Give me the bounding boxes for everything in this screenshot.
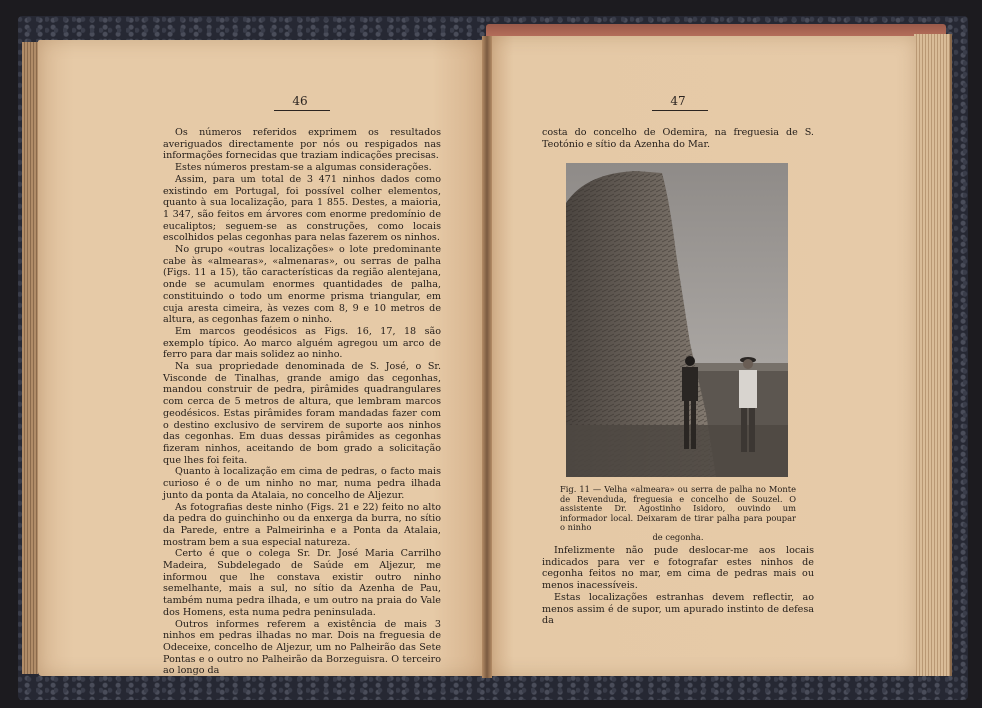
paragraph: Estes números prestam-se a algumas considerações. xyxy=(175,162,432,174)
figure-caption xyxy=(560,485,796,543)
paragraph: Estas localizações estranhas devem reflectir, ao menos assim é de supor, um apurado instinto de defesa da xyxy=(542,591,814,627)
right-page-opening xyxy=(542,127,814,150)
caption-end: de cegonha. xyxy=(652,531,704,542)
paragraph: Assim, para um total de 3 471 ninhos dados como existindo em Portugal, foi possível colher elementos, quanto à sua localização, para 1 855. Destes, a maioria, 1 347, são feitos em árvores com enorme predomínio de eucaliptos; seguem-se as construções, como locais escolhidos pelas cegonhas para nelas fazerem os ninhos. xyxy=(163,173,441,244)
left-page-edges xyxy=(22,42,38,674)
caption-text: Fig. 11 — Velha «almeara» ou serra de palha no Monte de Revenduda, freguesia e concelho de Souzel. O assistente Dr. Agostinho Isidoro, ouvindo um informador local. Deixaram de tirar palha para poupar o ninho xyxy=(560,484,796,533)
figure-photo xyxy=(566,163,788,477)
right-header-rule xyxy=(652,110,708,111)
book-gutter xyxy=(482,36,492,678)
right-page-text xyxy=(542,545,814,627)
paragraph: Certo é que o colega Sr. Dr. José Maria Carrilho Madeira, Subdelegado de Saúde em Aljezur, me informou que lhe constava existir outro ninho semelhante, mais a sul, no sítio da Azenha de Pau, também numa pedra ilhada, e um outro na praia do Vale dos Homens, esta numa pedra peninsulada. xyxy=(163,548,441,618)
right-page-number: 47 xyxy=(670,94,686,108)
paragraph: As fotografias deste ninho (Figs. 21 e 22) feito no alto da pedra do guinchinho ou da enxerga da burra, no sítio da Parede, entre a Palmeirinha e a Ponta da Atalaia, mostram bem a sua especial natureza. xyxy=(163,501,441,548)
left-header-rule xyxy=(274,110,330,111)
paragraph: Em marcos geodésicos as Figs. 16, 17, 18 são exemplo típico. Ao marco alguém agregou um arco de ferro para dar mais solidez ao ninho. xyxy=(163,325,441,361)
paragraph: Infelizmente não pude deslocar-me aos locais indicados para ver e fotografar estes ninhos de cegonha feitos no mar, em cima de pedras mais ou menos inacessíveis. xyxy=(542,545,814,592)
paragraph: Outros informes referem a existência de mais 3 ninhos em pedras ilhadas no mar. Dois na freguesia de Odeceixe, concelho de Aljezur, um no Palheirão das Sete Pontas e o outro no Palheirão da Borzeguisra. O terceiro ao longo da xyxy=(163,618,441,677)
paragraph: Na sua propriedade denominada de S. José, o Sr. Visconde de Tinalhas, grande amigo das cegonhas, mandou construir de pedra, pirâmides quadrangulares com cerca de 5 metros de altura, que lembram marcos geodésicos. Estas pirâmides foram mandadas fazer com o destino exclusivo de servirem de suporte aos ninhos das cegonhas. Em duas dessas pirâmides as cegonhas fizeram ninhos, aceitando de bom grado a solicitação que lhes foi feita. xyxy=(163,361,441,466)
left-page-number: 46 xyxy=(292,94,308,108)
paragraph: costa do concelho de Odemira, na freguesia de S. Teotónio e sítio da Azenha do Mar. xyxy=(542,127,814,150)
left-page-text xyxy=(163,127,441,677)
paragraph: Os números referidos exprimem os resultados averiguados directamente por nós ou respigados nas informações fornecidas que traziam indicações precisas. xyxy=(163,127,441,162)
paragraph: Quanto à localização em cima de pedras, o facto mais curioso é o de um ninho no mar, numa pedra ilhada junto da ponta da Atalaia, no concelho de Aljezur. xyxy=(163,466,441,501)
paragraph: No grupo «outras localizações» o lote predominante cabe às «almearas», «almenaras», ou serras de palha (Figs. 11 a 15), tão características da região alentejana, onde se acumulam enormes quantidades de palha, constituindo o todo um enorme prisma triangular, em cuja aresta cimeira, às vezes com 8, 9 e 10 metros de altura, as cegonhas fazem o ninho. xyxy=(163,244,441,326)
right-page-edges xyxy=(914,34,952,676)
